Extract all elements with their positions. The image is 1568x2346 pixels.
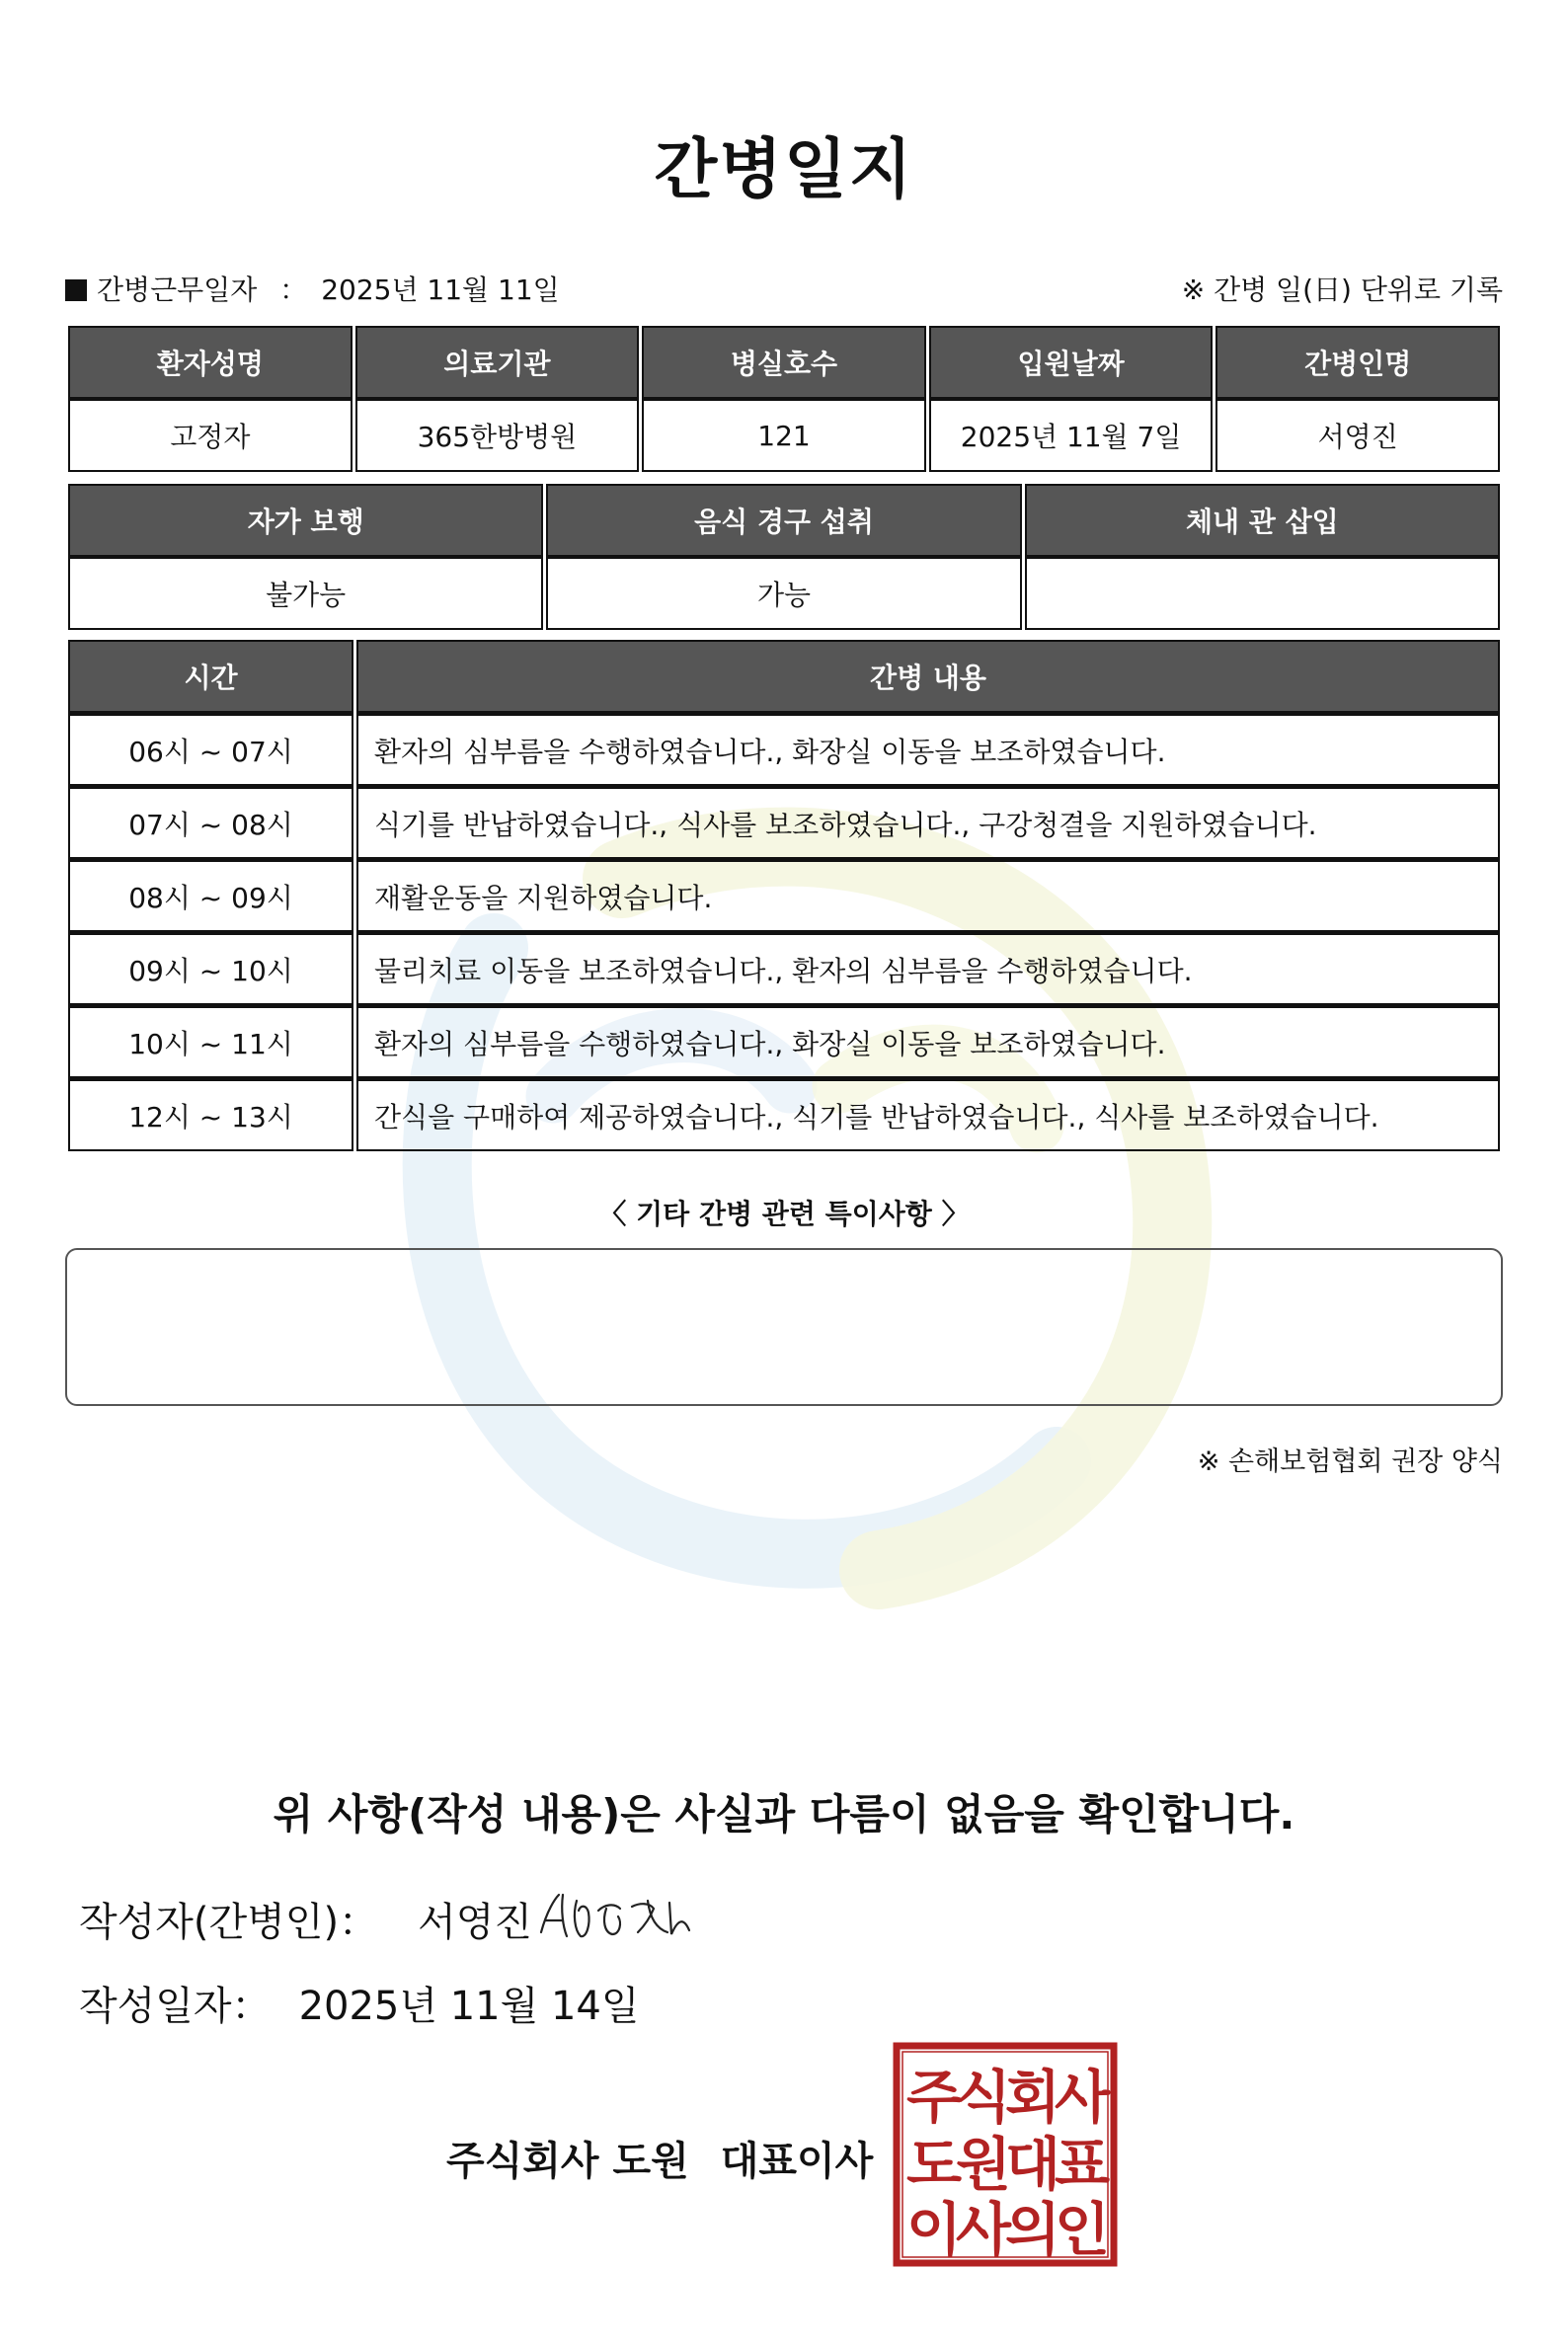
header-care-content: 간병 내용 [356,640,1500,713]
room-number: 121 [642,399,926,472]
time-cell: 12시 ~ 13시 [68,1078,353,1151]
work-date-label: 간병근무일자 [97,274,258,306]
self-walking-value: 불가능 [68,557,543,630]
table-row [68,786,1500,859]
time-cell: 10시 ~ 11시 [68,1005,353,1078]
patient-info-table [65,326,1503,472]
content-cell: 환자의 심부름을 수행하였습니다., 화장실 이동을 보조하였습니다. [356,1005,1500,1078]
work-date-colon: ： [279,274,308,306]
writer-label: 작성자(간병인)： [79,1900,379,1945]
patient-info-value-row [68,399,1500,472]
work-date-value: 2025년 11월 11일 [321,274,560,306]
table-row [68,1005,1500,1078]
writer-name: 서영진 [418,1900,532,1945]
company-representative: 대표이사 [720,2139,874,2184]
written-date-line [79,1975,640,2031]
form-note: ※ 손해보험협회 권장 양식 [1197,1447,1503,1477]
work-date [65,269,560,308]
care-log-table [65,640,1503,1151]
content-cell: 식기를 반납하였습니다., 식사를 보조하였습니다., 구강청결을 지원하였습니다. [356,786,1500,859]
written-date-value: 2025년 11월 14일 [298,1984,640,2029]
header-patient-name: 환자성명 [68,326,353,399]
patient-status-table [65,484,1503,630]
page-title: 간병일지 [654,131,914,207]
written-date-label: 작성일자： [79,1984,272,2029]
company-name: 주식회사 도원 [446,2139,689,2184]
time-cell: 06시 ~ 07시 [68,713,353,786]
meta-row [65,269,1503,308]
care-log-header-row [68,640,1500,713]
notes-title: 〈 기타 간병 관련 특이사항 〉 [598,1198,970,1230]
time-cell: 07시 ~ 08시 [68,786,353,859]
status-header-row [68,484,1500,557]
content-cell: 재활운동을 지원하였습니다. [356,859,1500,932]
tube-insertion-value [1025,557,1500,630]
admission-date: 2025년 11월 7일 [929,399,1214,472]
confirmation-statement: 위 사항(작성 내용)은 사실과 다름이 없음을 확인합니다. [273,1790,1295,1838]
handwritten-signature [533,1881,711,1950]
content-cell: 물리치료 이동을 보조하였습니다., 환자의 심부름을 수행하였습니다. [356,932,1500,1005]
header-oral-intake: 음식 경구 섭취 [546,484,1021,557]
square-bullet-icon [65,279,87,301]
table-row [68,932,1500,1005]
time-cell: 08시 ~ 09시 [68,859,353,932]
content-cell: 환자의 심부름을 수행하였습니다., 화장실 이동을 보조하였습니다. [356,713,1500,786]
header-caregiver: 간병인명 [1215,326,1500,399]
company-seal-icon [893,2042,1118,2267]
header-tube-insertion: 체내 관 삽입 [1025,484,1500,557]
company-line [446,2130,873,2186]
header-hospital: 의료기관 [355,326,640,399]
table-row [68,713,1500,786]
seal-line-1: 주식회사 [905,2064,1105,2131]
notes-box [65,1248,1503,1406]
status-value-row [68,557,1500,630]
header-room: 병실호수 [642,326,926,399]
time-cell: 09시 ~ 10시 [68,932,353,1005]
header-admission-date: 입원날짜 [929,326,1214,399]
seal-line-2: 도원대표 [905,2131,1105,2198]
writer-line [79,1891,532,1947]
unit-note: ※ 간병 일(日) 단위로 기록 [1181,274,1503,306]
oral-intake-value: 가능 [546,557,1021,630]
hospital-name: 365한방병원 [355,399,640,472]
content-cell: 간식을 구매하여 제공하였습니다., 식기를 반납하였습니다., 식사를 보조하였습니다. [356,1078,1500,1151]
header-time: 시간 [68,640,353,713]
seal-line-3: 이사의인 [905,2196,1105,2263]
patient-info-header-row [68,326,1500,399]
header-self-walking: 자가 보행 [68,484,543,557]
table-row [68,1078,1500,1151]
patient-name: 고정자 [68,399,353,472]
caregiver-name: 서영진 [1215,399,1500,472]
table-row [68,859,1500,932]
